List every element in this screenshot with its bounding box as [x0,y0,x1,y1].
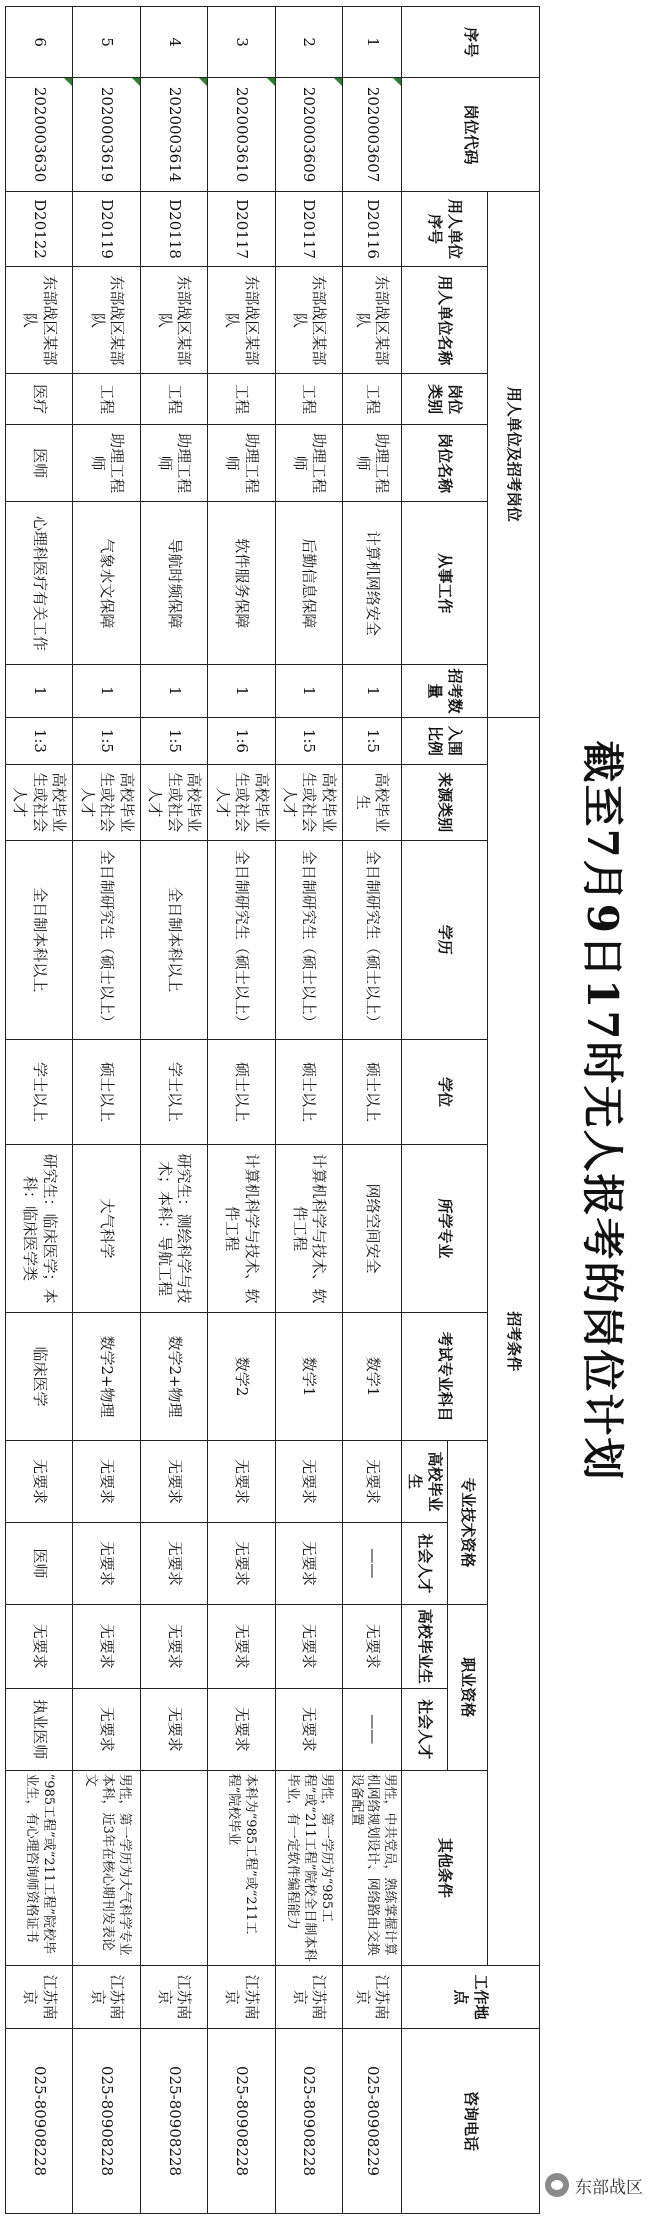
cell-major: 计算机科学与技术、软件工程 [208,1145,275,1313]
cell-source: 高校毕业生 [342,765,401,841]
cell-code: 2020003614 [140,78,207,191]
cell-name: 助理工程师 [275,424,342,502]
header-unit-name: 用人单位名称 [402,267,488,374]
cell-pq-social: 无要求 [73,1522,140,1604]
header-pq-grad: 高校毕业生 [402,1441,448,1523]
cell-name: 助理工程师 [140,424,207,502]
header-other: 其他条件 [402,1770,488,1965]
cell-unit-seq: D20118 [140,191,207,267]
cell-ratio: 1:5 [73,717,140,764]
cell-count: 1 [342,665,401,718]
cell-count: 1 [6,665,73,718]
cell-unit: 东部战区某部队 [342,267,401,374]
header-ratio: 入围比例 [402,717,488,764]
cell-exam: 临床医学 [6,1312,73,1440]
header-unit-group: 用人单位及招考岗位 [488,191,540,717]
cell-type: 工程 [73,374,140,424]
cell-seq: 2 [275,7,342,78]
header-edu: 学历 [402,840,488,1039]
cell-degree: 硕士以上 [275,1040,342,1145]
cell-code: 2020003610 [208,78,275,191]
cell-other [140,1770,207,1965]
cell-major: 网络空间安全 [342,1145,401,1313]
cell-jq-social: 无要求 [275,1688,342,1770]
cell-jq-grad: 无要求 [6,1604,73,1688]
cell-pq-grad: 无要求 [208,1441,275,1523]
cell-other: 男性，第一学历为“985工程”或“211工程”院校全日制本科毕业，有一定软件编程能力 [275,1770,342,1965]
cell-pq-grad: 无要求 [6,1441,73,1523]
cell-code: 2020003630 [6,78,73,191]
cell-seq: 1 [342,7,401,78]
cell-other: 男性，中共党员，熟练掌握计算机网络规划设计、网络路由交换设备配置 [342,1770,401,1965]
header-major: 所学专业 [402,1145,488,1313]
cell-seq: 4 [140,7,207,78]
cell-source: 高校毕业生或社会人才 [275,765,342,841]
cell-location: 江苏南京 [6,1966,73,2029]
cell-code: 2020003609 [275,78,342,191]
table-row [140,7,207,2214]
cell-location: 江苏南京 [342,1966,401,2029]
cell-degree: 硕士以上 [208,1040,275,1145]
cell-count: 1 [275,665,342,718]
header-exam: 考试专业科目 [402,1312,488,1440]
cell-edu: 全日制研究生（硕士以上） [73,840,140,1039]
cell-phone: 025-80908229 [342,2029,401,2214]
cell-source: 高校毕业生或社会人才 [140,765,207,841]
header-job-qual: 职业资格 [448,1604,488,1770]
cell-exam: 数学1 [275,1312,342,1440]
cell-jq-grad: 无要求 [140,1604,207,1688]
cell-edu: 全日制本科以上 [140,840,207,1039]
cell-pq-social: 医师 [6,1522,73,1604]
cell-degree: 硕士以上 [73,1040,140,1145]
cell-pq-social: 无要求 [140,1522,207,1604]
cell-code: 2020003619 [73,78,140,191]
cell-unit: 东部战区某部队 [140,267,207,374]
cell-phone: 025-80908228 [275,2029,342,2214]
cell-ratio: 1:5 [275,717,342,764]
positions-table [5,6,540,2214]
cell-type: 工程 [208,374,275,424]
cell-unit: 东部战区某部队 [275,267,342,374]
cell-pq-grad: 无要求 [73,1441,140,1523]
cell-jq-grad: 无要求 [275,1604,342,1688]
cell-other: 男性，第一学历为大气科学专业本科，近3年在核心期刊发表论文 [73,1770,140,1965]
cell-phone: 025-80908228 [73,2029,140,2214]
wechat-logo-icon [545,2173,569,2197]
cell-pq-grad: 无要求 [140,1441,207,1523]
cell-seq: 5 [73,7,140,78]
header-pro-qual: 专业技术资格 [448,1441,488,1605]
cell-degree: 学士以上 [140,1040,207,1145]
header-post-name: 岗位名称 [402,424,488,502]
cell-edu: 全日制本科以上 [6,840,73,1039]
header-post-code: 岗位代码 [402,78,540,191]
cell-unit-seq: D20116 [342,191,401,267]
cell-location: 江苏南京 [275,1966,342,2029]
cell-type: 医疗 [6,374,73,424]
cell-exam: 数学2+物理 [140,1312,207,1440]
cell-degree: 硕士以上 [342,1040,401,1145]
cell-edu: 全日制研究生（硕士以上） [275,840,342,1039]
cell-source: 高校毕业生或社会人才 [208,765,275,841]
cell-major: 大气科学 [73,1145,140,1313]
cell-work: 软件服务保障 [208,502,275,665]
cell-unit: 东部战区某部队 [208,267,275,374]
table-row [6,7,73,2214]
header-conditions-group: 招考条件 [488,717,540,1965]
cell-jq-social: 执业医师 [6,1688,73,1770]
cell-jq-grad: 无要求 [208,1604,275,1688]
cell-other: “985工程”或“211工程”院校毕业生，有心理咨询师资格证书 [6,1770,73,1965]
cell-phone: 025-80908228 [6,2029,73,2214]
cell-count: 1 [73,665,140,718]
header-jq-grad: 高校毕业生 [402,1604,448,1688]
cell-ratio: 1:5 [342,717,401,764]
cell-location: 江苏南京 [140,1966,207,2029]
cell-phone: 025-80908228 [208,2029,275,2214]
cell-jq-social: 无要求 [73,1688,140,1770]
header-post-type: 岗位类别 [402,374,488,424]
table-row [73,7,140,2214]
cell-location: 江苏南京 [73,1966,140,2029]
cell-type: 工程 [342,374,401,424]
header-count: 招考数量 [402,665,488,718]
table-row [208,7,275,2214]
header-pq-social: 社会人才 [402,1522,448,1604]
header-jq-social: 社会人才 [402,1688,448,1770]
cell-source: 高校毕业生或社会人才 [73,765,140,841]
header-unit-seq: 用人单位序号 [402,191,488,267]
cell-count: 1 [140,665,207,718]
cell-major: 计算机科学与技术、软件工程 [275,1145,342,1313]
cell-unit-seq: D20117 [275,191,342,267]
cell-major: 研究生：测绘科学与技术；本科：导航工程 [140,1145,207,1313]
cell-pq-social: 无要求 [208,1522,275,1604]
cell-jq-grad: 无要求 [342,1604,401,1688]
cell-work: 后勤信息保障 [275,502,342,665]
cell-pq-social: —— [342,1522,401,1604]
cell-edu: 全日制研究生（硕士以上） [208,840,275,1039]
cell-pq-grad: 无要求 [342,1441,401,1523]
cell-type: 工程 [275,374,342,424]
cell-source: 高校毕业生或社会人才 [6,765,73,841]
header-work: 从事工作 [402,502,488,665]
cell-jq-social: 无要求 [140,1688,207,1770]
watermark-text: 东部战区 [575,2177,643,2198]
cell-other: 本科为“985工程”或“211工程”院校毕业 [208,1770,275,1965]
cell-name: 助理工程师 [73,424,140,502]
cell-seq: 3 [208,7,275,78]
cell-location: 江苏南京 [208,1966,275,2029]
cell-work: 计算机网络安全 [342,502,401,665]
cell-jq-grad: 无要求 [73,1604,140,1688]
cell-unit: 东部战区某部队 [73,267,140,374]
cell-pq-social: 无要求 [275,1522,342,1604]
cell-type: 工程 [140,374,207,424]
cell-unit-seq: D20119 [73,191,140,267]
cell-ratio: 1:5 [140,717,207,764]
cell-ratio: 1:3 [6,717,73,764]
cell-edu: 全日制研究生（硕士以上） [342,840,401,1039]
cell-ratio: 1:6 [208,717,275,764]
page-title: 截至7月9日17时无人报考的岗位计划 [578,740,627,1482]
header-phone: 咨询电话 [402,2029,540,2214]
cell-work: 心理科医疗有关工作 [6,502,73,665]
cell-major: 研究生：临床医学；本科：临床医学类 [6,1145,73,1313]
cell-exam: 数学2 [208,1312,275,1440]
header-degree: 学位 [402,1040,488,1145]
cell-pq-grad: 无要求 [275,1441,342,1523]
cell-phone: 025-80908228 [140,2029,207,2214]
cell-unit: 东部战区某部队 [6,267,73,374]
cell-code: 2020003607 [342,78,401,191]
cell-seq: 6 [6,7,73,78]
cell-jq-social: —— [342,1688,401,1770]
table-row [275,7,342,2214]
cell-name: 助理工程师 [342,424,401,502]
cell-name: 助理工程师 [208,424,275,502]
cell-exam: 数学1 [342,1312,401,1440]
cell-name: 医师 [6,424,73,502]
cell-unit-seq: D20122 [6,191,73,267]
header-location: 工作地点 [402,1966,540,2029]
cell-exam: 数学2+物理 [73,1312,140,1440]
cell-work: 气象水文保障 [73,502,140,665]
cell-work: 导航时频保障 [140,502,207,665]
header-seq: 序号 [402,7,540,78]
header-source: 来源类别 [402,765,488,841]
cell-degree: 学士以上 [6,1040,73,1145]
table-row [342,7,401,2214]
cell-count: 1 [208,665,275,718]
watermark [545,2170,643,2200]
cell-jq-social: 无要求 [208,1688,275,1770]
cell-unit-seq: D20117 [208,191,275,267]
